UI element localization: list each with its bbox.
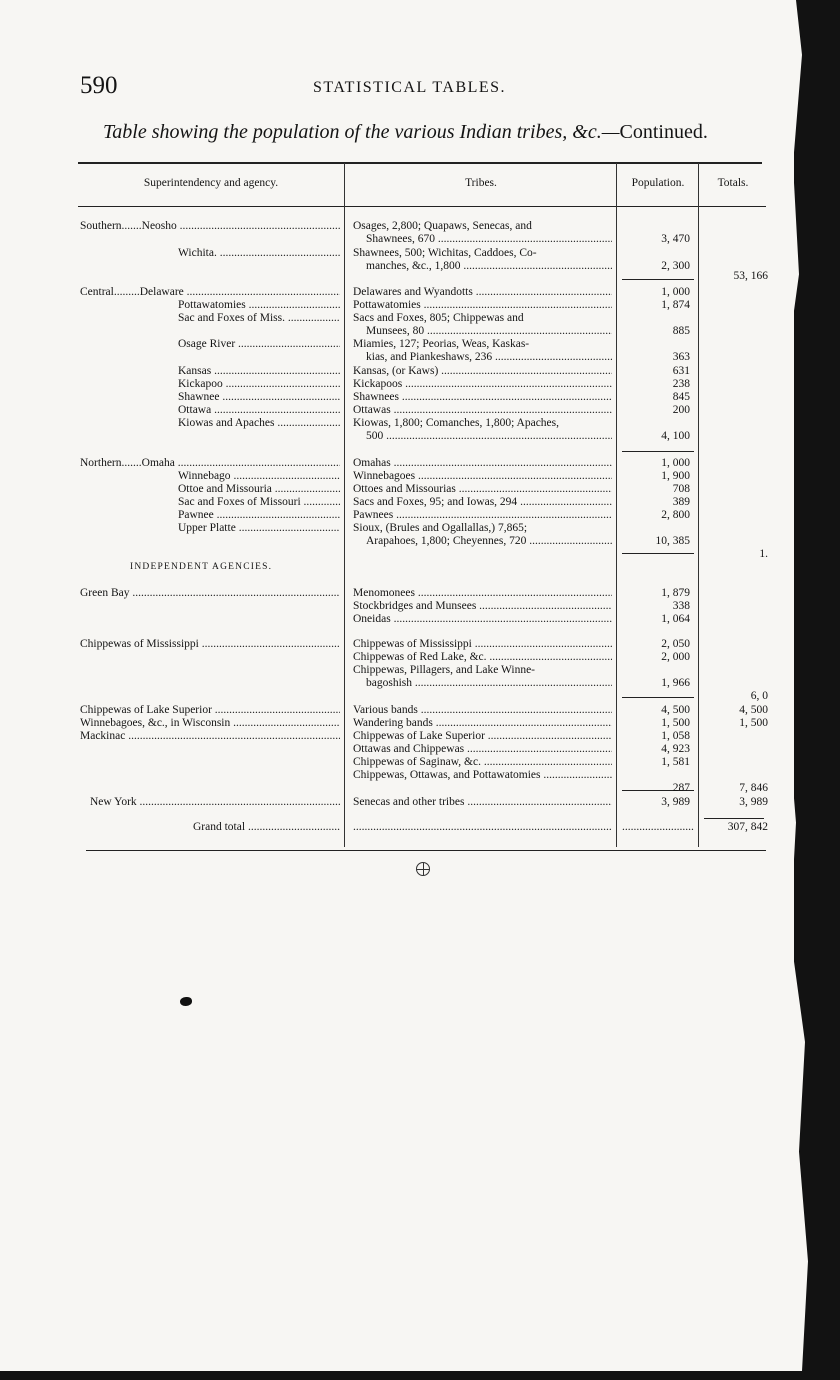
total-cell: 53, 166 (733, 270, 768, 282)
population-cell: 2, 050 (661, 638, 690, 650)
tribe-cell: Various bands ..... (353, 704, 612, 717)
agency-cell: Sac and Foxes of Missouri ..... (178, 496, 340, 509)
tribe-cell: Wandering bands ..... (353, 717, 612, 730)
header-bottom-rule (78, 206, 766, 207)
tribe-cell: Osages, 2,800; Quapaws, Senecas, and (353, 220, 532, 232)
tribe-cell: 500 ..... (366, 430, 612, 443)
agency-cell: Kansas ..... (178, 365, 340, 378)
agency-cell: Green Bay ..... (80, 587, 340, 600)
population-cell: 4, 500 (661, 704, 690, 716)
tribe-cell: Sacs and Foxes, 805; Chippewas and (353, 312, 524, 324)
page-edge-background (794, 0, 840, 1371)
header-totals: Totals. (717, 177, 749, 189)
agency-cell: Kiowas and Apaches ..... (178, 417, 340, 430)
population-cell: 708 (672, 483, 690, 495)
population-cell: 3, 989 (661, 796, 690, 808)
population-leader (622, 821, 694, 834)
agency-cell: Shawnee ..... (178, 391, 340, 404)
agency-cell: Kickapoo ..... (178, 378, 340, 391)
population-cell: 389 (672, 496, 690, 508)
tribe-cell: Pawnees ..... (353, 509, 612, 522)
total-cell: 4, 500 (739, 704, 768, 716)
printer-mark-icon (416, 862, 430, 876)
population-cell: 1, 874 (661, 299, 690, 311)
agency-cell: Grand total ..... (193, 821, 340, 834)
agency-cell: Upper Platte ..... (178, 522, 340, 535)
sum-rule (622, 553, 694, 554)
agency-cell: Osage River ..... (178, 338, 340, 351)
tribe-cell: Chippewas, Ottawas, and Pottawatomies ..... (353, 769, 612, 782)
tribe-cell: Oneidas ..... (353, 613, 612, 626)
population-cell: 200 (672, 404, 690, 416)
tribe-cell: manches, &c., 1,800 ..... (366, 260, 612, 273)
population-cell: 1, 581 (661, 756, 690, 768)
total-cell: 7, 846 (739, 782, 768, 794)
agency-cell: Ottoe and Missouria ..... (178, 483, 340, 496)
sum-rule (622, 451, 694, 452)
tribe-cell: Chippewas, Pillagers, and Lake Winne- (353, 664, 536, 676)
population-cell: 1, 000 (661, 457, 690, 469)
table-caption (103, 121, 708, 144)
tribe-cell: Kiowas, 1,800; Comanches, 1,800; Apaches, (353, 417, 560, 429)
tribe-cell: Chippewas of Lake Superior ..... (353, 730, 612, 743)
population-cell: 631 (672, 365, 690, 377)
page-number: 590 (80, 72, 118, 99)
table-top-rule (78, 162, 762, 164)
tribe-cell: bagoshish ..... (366, 677, 612, 690)
header-population: Population. (631, 177, 685, 189)
column-divider-2 (616, 163, 617, 847)
tribe-cell: Shawnees, 500; Wichitas, Caddoes, Co- (353, 247, 537, 259)
caption-title: Table showing the population of the various Indian tribes, &c.— (103, 121, 620, 143)
population-cell: 1, 900 (661, 470, 690, 482)
population-cell: 4, 100 (661, 430, 690, 442)
sum-rule (622, 697, 694, 698)
ink-blot (180, 997, 192, 1006)
population-cell: 1, 879 (661, 587, 690, 599)
section-heading: INDEPENDENT AGENCIES. (130, 562, 273, 572)
tribe-cell: Ottoes and Missourias ..... (353, 483, 612, 496)
population-cell: 10, 385 (655, 535, 690, 547)
agency-cell: Southern.......Neosho ..... (80, 220, 340, 233)
agency-cell: Central.........Delaware ..... (80, 286, 340, 299)
caption-continued: Continued. (619, 121, 708, 143)
tribe-cell: Stockbridges and Munsees ..... (353, 600, 612, 613)
tribe-cell: Arapahoes, 1,800; Cheyennes, 720 ..... (366, 535, 612, 548)
agency-cell: Winnebago ..... (178, 470, 340, 483)
population-cell: 287 (672, 782, 690, 794)
tribe-cell: Shawnees, 670 ..... (366, 233, 612, 246)
total-cell: 1. (759, 548, 768, 560)
population-cell: 3, 470 (661, 233, 690, 245)
tribe-cell: Ottawas ..... (353, 404, 612, 417)
agency-cell: Pottawatomies ..... (178, 299, 340, 312)
agency-cell: Chippewas of Mississippi ..... (80, 638, 340, 651)
population-cell: 338 (672, 600, 690, 612)
running-head: STATISTICAL TABLES. (313, 79, 507, 96)
tribe-cell: Shawnees ..... (353, 391, 612, 404)
tribe-cell: Kansas, (or Kaws) ..... (353, 365, 612, 378)
tribe-cell: Miamies, 127; Peorias, Weas, Kaskas- (353, 338, 530, 350)
tribe-cell: Omahas ..... (353, 457, 612, 470)
population-cell: 363 (672, 351, 690, 363)
sum-rule (704, 818, 764, 819)
tribe-cell: Chippewas of Saginaw, &c. ..... (353, 756, 612, 769)
total-cell: 307, 842 (727, 821, 768, 833)
population-cell: 885 (672, 325, 690, 337)
tribe-cell: Senecas and other tribes ..... (353, 796, 612, 809)
tribe-leader (353, 821, 612, 834)
table-bottom-rule (86, 850, 766, 851)
agency-cell: Mackinac ..... (80, 730, 340, 743)
tribe-cell: Sioux, (Brules and Ogallallas,) 7,865; (353, 522, 528, 534)
total-cell: 1, 500 (739, 717, 768, 729)
agency-cell: Pawnee ..... (178, 509, 340, 522)
agency-cell: New York ..... (90, 796, 340, 809)
population-cell: 1, 058 (661, 730, 690, 742)
population-cell: 2, 300 (661, 260, 690, 272)
population-cell: 4, 923 (661, 743, 690, 755)
population-cell: 238 (672, 378, 690, 390)
column-divider-3 (698, 163, 699, 847)
agency-cell: Northern.......Omaha ..... (80, 457, 340, 470)
tribe-cell: Chippewas of Red Lake, &c. ..... (353, 651, 612, 664)
header-agency: Superintendency and agency. (143, 177, 279, 189)
tribe-cell: Menomonees ..... (353, 587, 612, 600)
tribe-cell: Delawares and Wyandotts ..... (353, 286, 612, 299)
tribe-cell: Munsees, 80 ..... (366, 325, 612, 338)
header-tribes: Tribes. (465, 177, 497, 189)
population-cell: 1, 000 (661, 286, 690, 298)
population-cell: 1, 966 (661, 677, 690, 689)
agency-cell: Ottawa ..... (178, 404, 340, 417)
total-cell: 6, 0 (750, 690, 768, 702)
tribe-cell: Chippewas of Mississippi ..... (353, 638, 612, 651)
tribe-cell: Ottawas and Chippewas ..... (353, 743, 612, 756)
population-cell: 845 (672, 391, 690, 403)
population-cell: 1, 500 (661, 717, 690, 729)
column-divider-1 (344, 163, 345, 847)
agency-cell: Wichita. ..... (178, 247, 340, 260)
tribe-cell: Pottawatomies ..... (353, 299, 612, 312)
tribe-cell: Sacs and Foxes, 95; and Iowas, 294 ..... (353, 496, 612, 509)
population-cell: 2, 000 (661, 651, 690, 663)
sum-rule (622, 279, 694, 280)
agency-cell: Sac and Foxes of Miss. ..... (178, 312, 340, 325)
tribe-cell: Kickapoos ..... (353, 378, 612, 391)
agency-cell: Winnebagoes, &c., in Wisconsin ..... (80, 717, 340, 730)
population-cell: 2, 800 (661, 509, 690, 521)
tribe-cell: Winnebagoes ..... (353, 470, 612, 483)
agency-cell: Chippewas of Lake Superior ..... (80, 704, 340, 717)
population-cell: 1, 064 (661, 613, 690, 625)
total-cell: 3, 989 (739, 796, 768, 808)
tribe-cell: kias, and Piankeshaws, 236 ..... (366, 351, 612, 364)
